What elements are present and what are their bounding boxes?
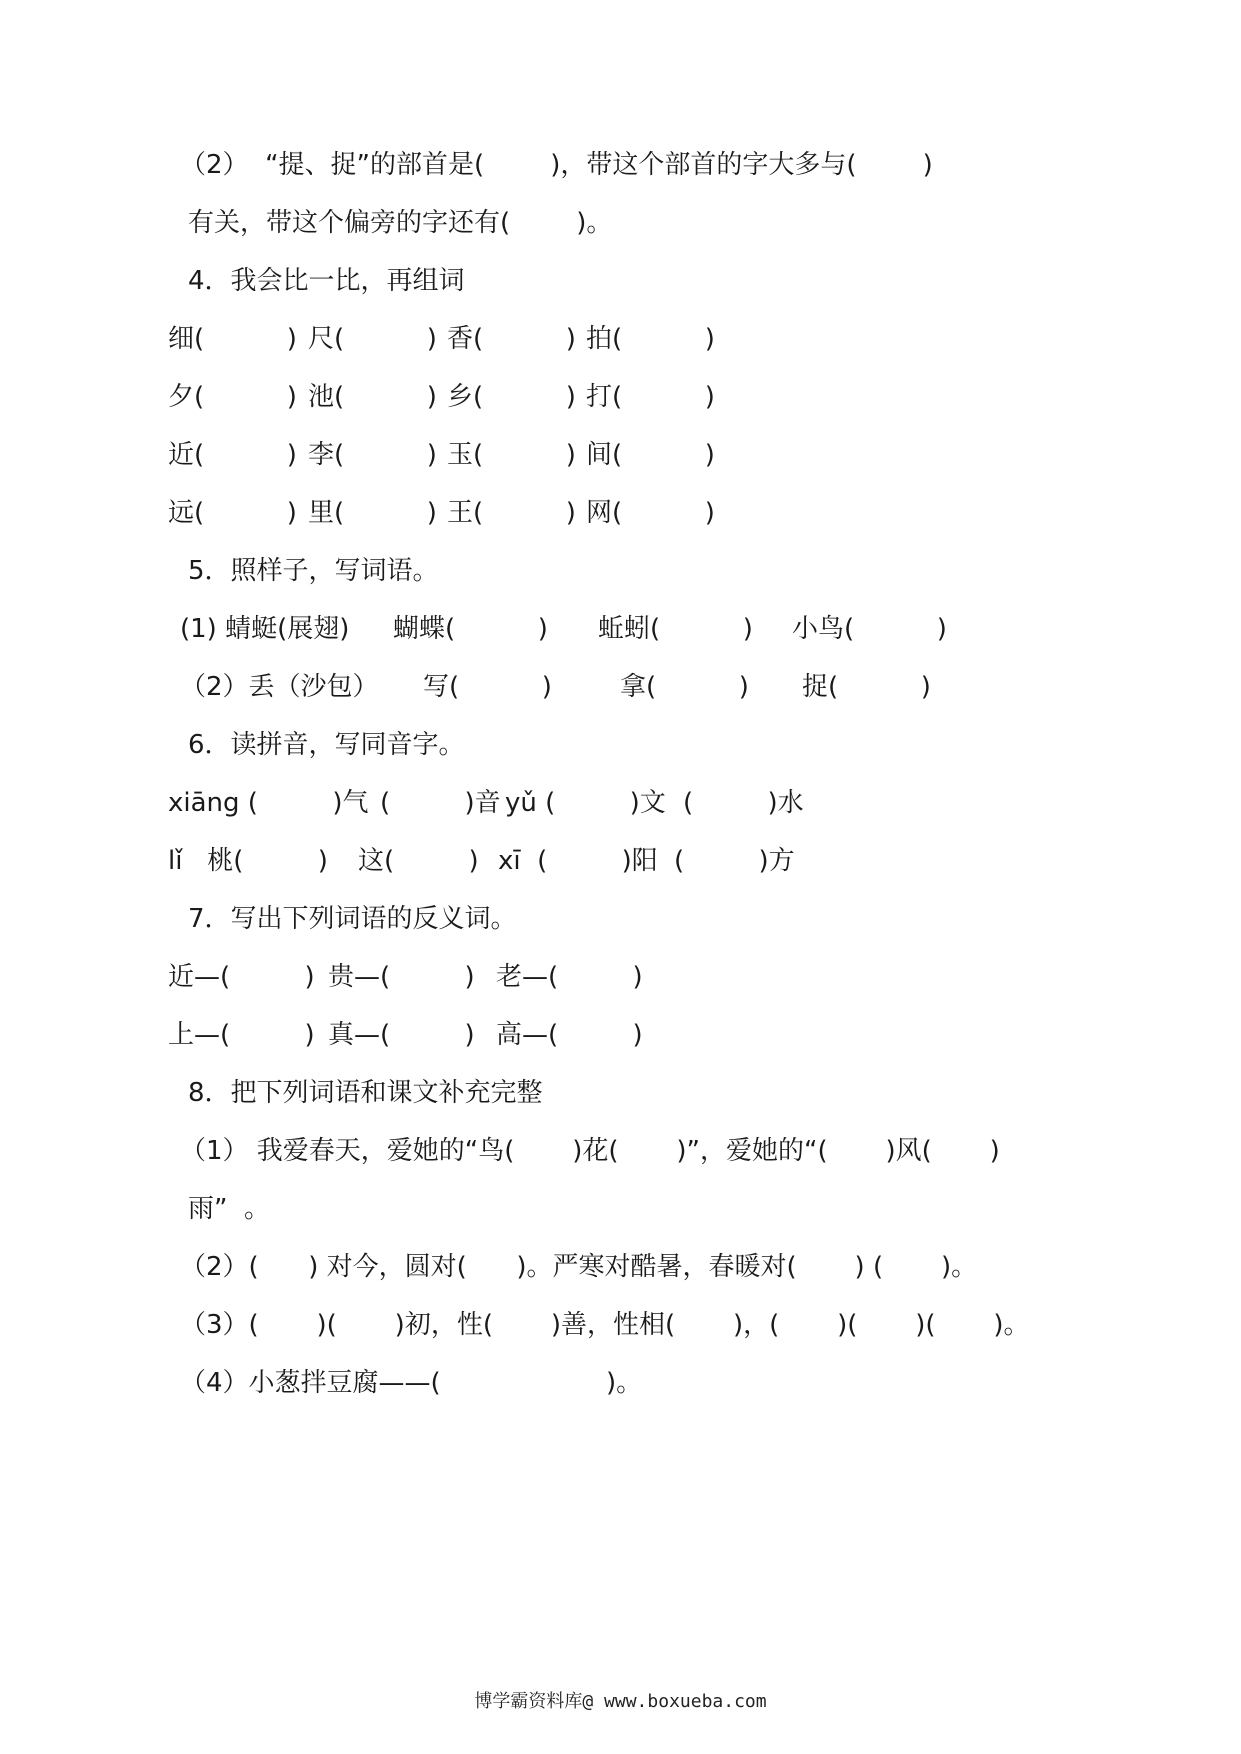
q7-title: 7．写出下列词语的反义词。 — [188, 904, 517, 934]
q6-cell: 这( ) — [358, 846, 479, 876]
q5-cell: 拿( ) — [620, 672, 749, 702]
q4-cell: 乡( ) — [447, 382, 576, 412]
q5-cell: 蚯蚓( ) — [598, 614, 753, 644]
q4-cell: 网( ) — [586, 498, 715, 528]
q4-cell: 池( ) — [308, 382, 437, 412]
q6-title: 6．读拼音，写同音字。 — [188, 730, 465, 760]
q5-title: 5．照样子，写词语。 — [188, 556, 439, 586]
q6-cell: xī ( )阳 — [498, 846, 658, 876]
q4-cell: 玉( ) — [447, 440, 576, 470]
q5-cell: （2）丢（沙包） — [180, 672, 379, 702]
q4-cell: 间( ) — [586, 440, 715, 470]
q5-cell: 写( ) — [423, 672, 552, 702]
q7-cell: 高—( ) — [496, 1020, 643, 1050]
q8-item1-line2: 雨” 。 — [188, 1194, 270, 1224]
q8-item2: （2）( ) 对今，圆对( )。严寒对酷暑，春暖对( ) ( )。 — [180, 1252, 978, 1282]
q4-cell: 里( ) — [308, 498, 437, 528]
q4-cell: 细( ) — [168, 324, 297, 354]
q6-cell: xiāng ( )气 — [168, 788, 369, 818]
q4-cell: 王( ) — [447, 498, 576, 528]
q7-cell: 贵—( ) — [328, 962, 475, 992]
q3-item2-line2: 有关，带这个偏旁的字还有( )。 — [188, 208, 613, 238]
q5-cell: 捉( ) — [802, 672, 931, 702]
q8-item4: （4）小葱拌豆腐——( )。 — [180, 1368, 643, 1398]
q8-item1-line1: （1） 我爱春天，爱她的“鸟( )花( )”，爱她的“( )风( ) — [180, 1136, 1000, 1166]
q4-cell: 近( ) — [168, 440, 297, 470]
q4-cell: 李( ) — [308, 440, 437, 470]
q8-title: 8．把下列词语和课文补充完整 — [188, 1078, 543, 1108]
q4-cell: 香( ) — [447, 324, 576, 354]
q7-cell: 上—( ) — [168, 1020, 315, 1050]
q7-cell: 真—( ) — [328, 1020, 475, 1050]
q7-cell: 近—( ) — [168, 962, 315, 992]
q6-cell: ( )方 — [674, 846, 795, 876]
q6-cell: lǐ 桃( ) — [168, 846, 328, 876]
footer-watermark: 博学霸资料库@ www.boxueba.com — [474, 1691, 767, 1712]
q6-cell: ( )水 — [683, 788, 804, 818]
q8-item3: （3）( )( )初，性( )善，性相( )，( )( )( )。 — [180, 1310, 1030, 1340]
q4-title: 4．我会比一比，再组词 — [188, 266, 465, 296]
q4-cell: 尺( ) — [308, 324, 437, 354]
q3-item2-line1: （2） “提、捉”的部首是( )，带这个部首的字大多与( ) — [180, 150, 933, 180]
q4-cell: 远( ) — [168, 498, 297, 528]
q4-cell: 夕( ) — [168, 382, 297, 412]
q5-cell: 小鸟( ) — [792, 614, 947, 644]
q7-cell: 老—( ) — [496, 962, 643, 992]
q6-cell: ( )音 — [380, 788, 501, 818]
q6-cell: yǔ ( )文 — [505, 788, 666, 818]
q4-cell: 打( ) — [586, 382, 715, 412]
q5-cell: (1) 蜻蜓(展翅) — [180, 614, 350, 644]
q5-cell: 蝴蝶( ) — [393, 614, 548, 644]
q4-cell: 拍( ) — [586, 324, 715, 354]
